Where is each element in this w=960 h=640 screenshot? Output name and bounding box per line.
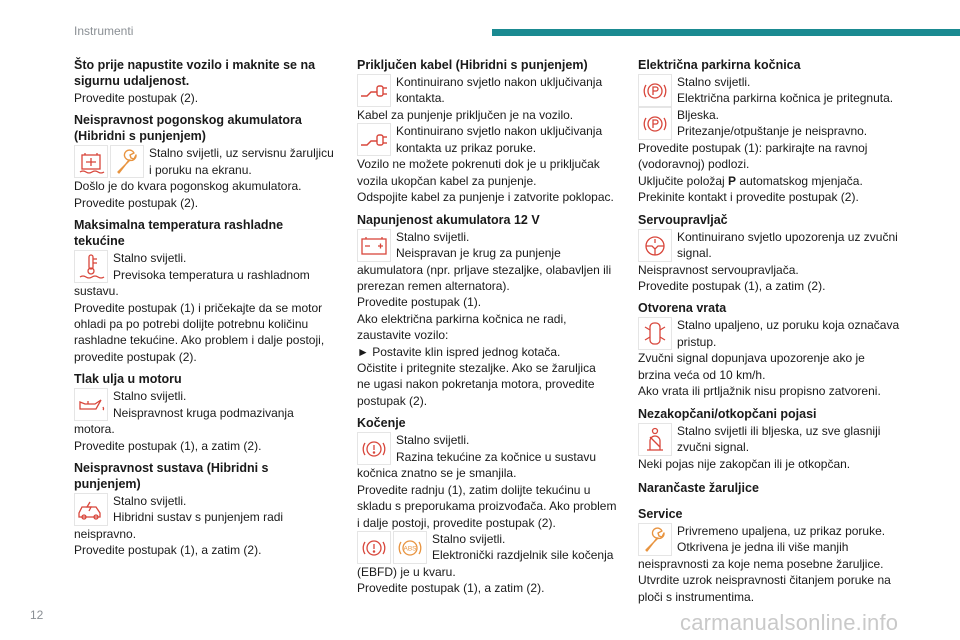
text-line: ► Postavite klin ispred jednog kotača. [357,344,561,359]
icon-group [357,432,393,465]
text-line: i dalje postoji, provedite postupak (2). [357,515,556,530]
icon-group [638,317,674,350]
icon-row [638,229,906,262]
icon-row [638,74,906,107]
text-line: Stalno svijetli. [113,251,187,266]
text-line: (vodoravnoj) podlozi. [638,157,750,172]
text-line: neispravnosti za koje nema posebne žaruljice. [638,557,884,572]
text-line: Pritezanje/otpuštanje je neispravno. [677,124,868,139]
text-line: Maksimalna temperatura rashladne [74,218,284,233]
text-line: Kontinuirano svjetlo nakon uključivanja [396,75,603,89]
text-line: zaustavite vozilo: [357,328,449,343]
parking-brake-icon [638,107,672,140]
text-line: Kabel za punjenje priključen je na vozilo. [357,108,574,122]
text-line: Neispravnost kruga podmazivanja [113,405,294,420]
icon-row [638,423,906,456]
text-line: Kontinuirano svjetlo upozorenja uz zvučni [677,229,898,244]
icon-row-text [149,145,334,178]
section-heading: Servoupravljač [638,212,728,227]
icon-row-text [677,74,893,107]
text-line: Hibridni sustav s punjenjem radi [113,510,284,525]
icon-row-text [677,229,898,262]
icon-row [74,493,342,526]
text-line: (Hibridni s punjenjem) [74,129,206,144]
text-line: skladu s preporukama proizvođača. Ako problem [357,499,617,514]
svg-text:ABS: ABS [403,545,417,553]
text-line: Stalno svijetli. [432,531,506,546]
text-line: tekućine [74,234,125,249]
text-line: kontakta. [396,91,445,106]
icon-row-text [677,423,880,456]
intro-section [74,57,342,106]
text-line: Provedite postupak (1), a zatim (2). [357,581,545,596]
wrench-icon [638,523,672,556]
icon-group [638,229,674,262]
text-line: Stalno svijetli. [396,229,470,244]
text-line: Prekinite kontakt i provedite postupak (2). [638,190,859,205]
text-line: Provedite postupak (1) i pričekajte da se motor [74,300,323,315]
section-hybrid-system-fault [74,460,342,559]
text-line: signal. [677,246,712,261]
text-line: Previsoka temperatura u rashladnom [113,267,310,282]
battery-coolant-icon [74,145,108,178]
section-open-doors [638,300,906,399]
section-heading: Priključen kabel (Hibridni s punjenjem) [357,58,588,72]
section-12v-battery [357,212,625,410]
icon-row [357,432,625,465]
coolant-temperature-icon [74,250,108,283]
section-heading: Kočenje [357,416,406,431]
icon-row-text [113,388,294,421]
section-cable-connected [357,57,625,206]
brake-icon [357,531,391,564]
icon-row-text [113,250,310,283]
text-line: Privremeno upaljena, uz prikaz poruke. [677,524,886,539]
abs-icon [393,531,427,564]
orange-lamps-heading: Narančaste žaruljice [638,481,759,496]
text-line: ploči s instrumentima. [638,589,755,604]
icon-group [357,74,393,107]
section-power-steering [638,212,906,295]
plug-icon [357,74,391,107]
oil-can-icon [74,388,108,421]
icon-row-text [113,493,283,526]
seatbelt-icon [638,423,672,456]
text-line: pristup. [677,334,717,349]
text-line: Razina tekućine za kočnice u sustavu [396,449,597,464]
text-line: Provedite postupak (1), a zatim (2). [74,438,262,453]
icon-group [638,423,674,456]
column-1 [74,57,342,565]
text-line: kontakta uz prikaz poruke. [396,140,537,155]
section-heading: Električna parkirna kočnica [638,58,801,72]
icon-group [74,388,110,421]
text-line: Stalno svijetli. [113,494,187,509]
text-line: Ako električna parkirna kočnica ne radi, [357,311,567,326]
text-line: kočnica znatno se je smanjila. [357,466,517,481]
icon-row [357,123,625,156]
icon-row-text [396,74,602,107]
text-line: Neki pojas nije zakopčan ili je otkopčan. [638,456,851,471]
gear-instruction: Uključite položaj P automatskog mjenjača. [638,173,863,188]
text-line: (EBFD) je u kvaru. [357,564,456,579]
icon-row-text [677,523,885,556]
section-heading: Otvorena vrata [638,301,727,316]
text-line: Očistite i pritegnite stezaljke. Ako se žaruljica [357,361,596,376]
text-line: Utvrdite uzrok neispravnosti čitanjem poruke na [638,573,891,588]
text-line: Elektronički razdjelnik sile kočenja [432,548,614,563]
text-line: Provedite postupak (2). [74,195,199,210]
icon-group [638,523,674,556]
icon-row-text [677,107,867,140]
header-accent-bar [492,29,960,36]
icon-row-text [396,432,596,465]
hybrid-car-icon [74,493,108,526]
text-line: Došlo je do kvara pogonskog akumulatora. [74,179,302,194]
text-line: sustavu. [74,284,119,299]
text-line: i poruku na ekranu. [149,162,252,177]
text-line: zvučni signal. [677,440,750,455]
section-braking [357,415,625,596]
text-line: postupak (2). [357,393,428,408]
icon-row [638,317,906,350]
section-drive-battery-fault [74,112,342,211]
open-door-icon [638,317,672,350]
icon-row-text [396,123,602,156]
section-service [638,506,906,605]
text-line: vozila ukopčan kabel za punjenje. [357,173,537,188]
icon-group [74,145,146,178]
text-line: punjenjem) [74,477,141,492]
watermark: carmanualsonline.info [680,610,899,635]
text-line: Ako vrata ili prtljažnik nisu propisno zatvoreni. [638,384,881,399]
column-3 [638,57,906,611]
text-line: ne ugasi nakon pokretanja motora, provedite [357,377,595,392]
section-seatbelts [638,406,906,472]
text-line: Zvučni signal dopunjava upozorenje ako je [638,351,865,366]
wrench-icon [110,145,144,178]
text-line: rashladne tekućine. Ako problem i dalje postoji, [74,333,325,348]
icon-row [638,107,906,140]
text-line: Neispravnost sustava (Hibridni s [74,461,269,476]
icon-group [357,229,393,262]
text-line: Što prije napustite vozilo i maknite se na [74,58,316,72]
text-line: Tlak ulja u motoru [74,372,182,387]
text-line: Bljeska. [677,108,720,122]
icon-row-text [432,531,613,564]
icon-group [74,493,110,526]
text-line: ohladi pa po potrebi dolijte potrebnu količinu [74,317,309,332]
section-heading: Service [638,507,683,522]
text-line: Stalno svijetli. [113,389,187,404]
text-line: Neispravnost servoupravljača. [638,262,799,277]
text-line: sigurnu udaljenost. [74,74,190,88]
icon-row [74,250,342,283]
text-line: akumulatora (npr. prljave stezaljke, olabavljen ili [357,262,612,277]
section-heading: Nezakopčani/otkopčani pojasi [638,406,817,421]
icon-group [638,74,674,107]
section-coolant-temperature [74,217,342,365]
plug-icon [357,123,391,156]
icon-row [74,145,342,178]
text-line: Provedite postupak (1). [357,295,482,310]
intro-heading [74,57,342,89]
section-heading [74,217,342,249]
text-line: Neispravan je krug za punjenje [396,246,561,261]
icon-row [638,523,906,556]
icon-row [357,531,625,564]
text-line: Stalno svijetli. [677,75,751,89]
text-line: Električna parkirna kočnica je pritegnuta. [677,91,894,106]
text-line: brzina veća od 10 km/h. [638,367,766,382]
column-2 [357,57,625,603]
icon-row-text [677,317,899,350]
icon-row [357,229,625,262]
text-line: Vozilo ne možete pokrenuti dok je u priključak [357,157,600,172]
text-line: provedite postupak (2). [74,349,197,364]
text-line: Provedite postupak (1), a zatim (2). [638,279,826,294]
text-line: Stalno svijetli, uz servisnu žaruljicu [149,146,334,161]
icon-row [74,388,342,421]
intro-text: Provedite postupak (2). [74,91,199,105]
text-line: Kontinuirano svjetlo nakon uključivanja [396,124,603,139]
brake-icon [357,432,391,465]
text-line: neispravno. [74,527,137,542]
text-line: Provedite postupak (1): parkirajte na ravnoj [638,141,868,155]
text-line: Stalno svijetli ili bljeska, uz sve glasniji [677,423,881,438]
parking-brake-icon [638,74,672,107]
text-line: Otkrivena je jedna ili više manjih [677,540,849,555]
text-line: Provedite postupak (1), a zatim (2). [74,543,262,558]
icon-group [74,250,110,283]
section-heading [74,371,342,387]
section-oil-pressure [74,371,342,454]
text-line: Neispravnost pogonskog akumulatora [74,113,302,128]
icon-group [357,531,429,564]
text-line: Stalno svijetli. [396,433,470,448]
section-heading [74,112,342,144]
section-electric-parking-brake [638,57,906,206]
text-line: Stalno upaljeno, uz poruku koja označava [677,318,900,333]
battery-icon [357,229,391,262]
steering-wheel-icon [638,229,672,262]
text-line: prerezan remen alternatora). [357,279,510,294]
icon-group [357,123,393,156]
icon-group [638,107,674,140]
header-title: Instrumenti [74,24,134,38]
text-line: Provedite radnju (1), zatim dolijte tekućinu u [357,482,591,497]
section-heading: Napunjenost akumulatora 12 V [357,212,540,227]
text-line: motora. [74,422,115,437]
text-line: Odspojite kabel za punjenje i zatvorite poklopac. [357,190,614,205]
page-number: 12 [30,608,44,622]
icon-row-text [396,229,561,262]
icon-row [357,74,625,107]
section-heading [74,460,342,492]
